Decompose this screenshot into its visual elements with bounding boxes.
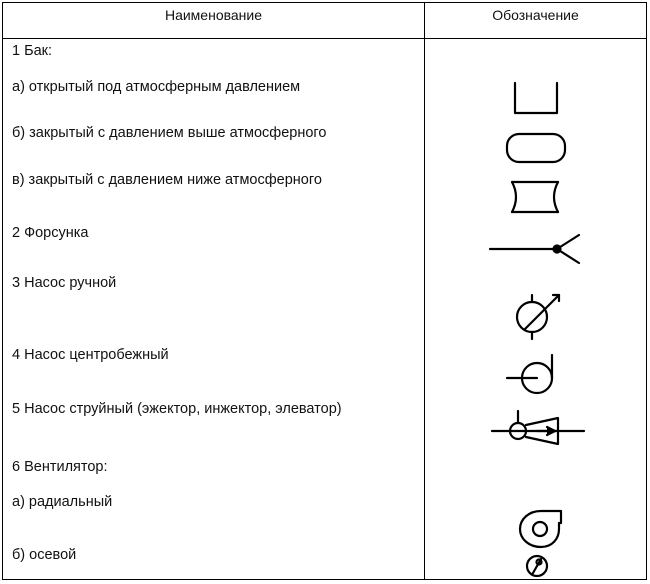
row-fan: 6 Вентилятор: bbox=[12, 459, 108, 475]
centrifugal-pump-icon bbox=[503, 351, 567, 397]
open-tank-icon bbox=[511, 81, 561, 117]
row-radial-fan: а) радиальный bbox=[12, 494, 113, 510]
header-symbol: Обозначение bbox=[492, 7, 579, 23]
radial-fan-icon bbox=[515, 505, 571, 551]
nozzle-icon bbox=[487, 229, 587, 269]
jet-pump-icon bbox=[489, 407, 589, 447]
axial-fan-icon bbox=[523, 553, 553, 581]
row-nozzle: 2 Форсунка bbox=[12, 225, 89, 241]
row-tank: 1 Бак: bbox=[12, 43, 53, 59]
symbols-table bbox=[2, 2, 647, 580]
row-pressurized-tank: б) закрытый с давлением выше атмосферного bbox=[12, 125, 327, 141]
row-jet-pump: 5 Насос струйный (эжектор, инжектор, элеватор) bbox=[12, 401, 342, 417]
header-divider bbox=[3, 38, 646, 39]
column-divider bbox=[424, 3, 425, 579]
vacuum-tank-icon bbox=[505, 178, 565, 216]
header-name: Наименование bbox=[164, 7, 263, 23]
row-vacuum-tank: в) закрытый с давлением ниже атмосферного bbox=[12, 172, 322, 188]
row-open-tank: а) открытый под атмосферным давлением bbox=[12, 79, 301, 95]
hand-pump-icon bbox=[511, 285, 567, 341]
row-axial-fan: б) осевой bbox=[12, 547, 77, 563]
row-hand-pump: 3 Насос ручной bbox=[12, 275, 117, 291]
row-centrifugal-pump: 4 Насос центробежный bbox=[12, 347, 169, 363]
pressurized-tank-icon bbox=[503, 131, 569, 167]
